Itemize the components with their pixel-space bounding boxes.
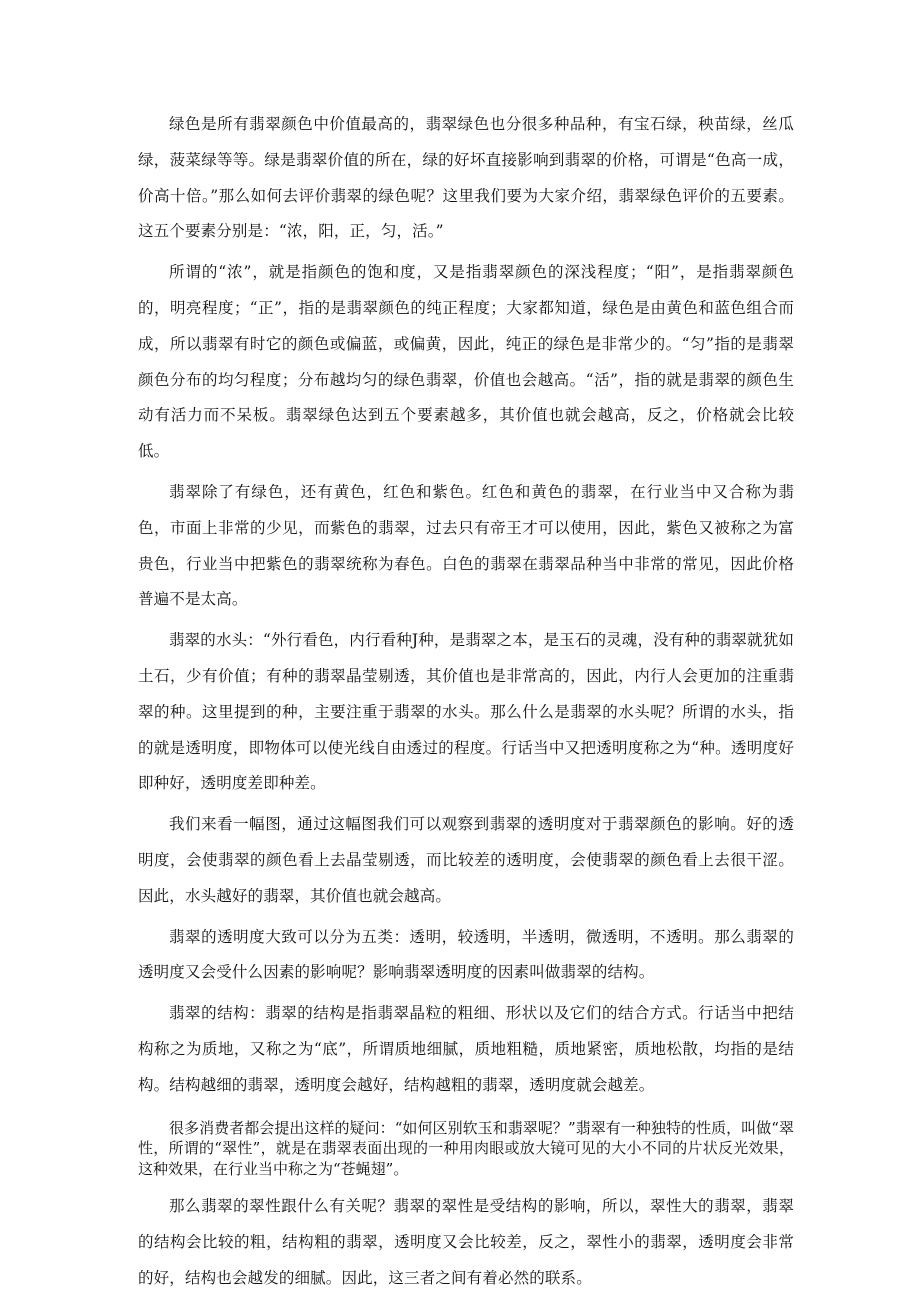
paragraph-five-elements: 所谓的“浓”，就是指颜色的饱和度，又是指翡翠颜色的深浅程度；“阳”，是指翡翠颜色的，明亮程度；“正”，指的是翡翠颜色的纯正程度；大家都知道，绿色是由黄色和蓝色组合而成，所以翡翠有时它的颜色或偏蓝，或偏黄，因此，纯正的绿色是非常少的。“匀”指的是翡翠颜色分布的均匀程度；分布越均匀的绿色翡翠，价值也会越高。“活”，指的就是翡翠的颜色生动有活力而不呆板。翡翠绿色达到五个要素越多，其价值也就会越高，反之，价格就会比较低。 [138,263,794,461]
document-body [138,107,794,1296]
paragraph-cui-xing: 很多消费者都会提出这样的疑问：“如何区别软玉和翡翠呢？”翡翠有一种独特的性质，叫做“翠性，所谓的“翠性”，就是在翡翠表面出现的一种用肉眼或放大镜可见的大小不同的片状反光效果，这种效果，在行业当中称之为“苍蝇翅”。 [138,1118,794,1178]
paragraph-water-head: 翡翠的水头：“外行看色，内行看种J种，是翡翠之本，是玉石的灵魂，没有种的翡翠就犹如土石，少有价值；有种的翡翠晶莹剔透，其价值也是非常高的，因此，内行人会更加的注重翡翠的种。这里提到的种，主要注重于翡翠的水头。那么什么是翡翠的水头呢？所谓的水头，指的就是透明度，即物体可以使光线自由透过的程度。行话当中又把透明度称之为“种。透明度好即种好，透明度差即种差。 [138,631,794,793]
paragraph-green-value: 绿色是所有翡翠颜色中价值最高的，翡翠绿色也分很多种品种，有宝石绿，秧苗绿，丝瓜绿，菠菜绿等等。绿是翡翠价值的所在，绿的好坏直接影响到翡翠的价格，可谓是“色高一成，价高十倍。”那么如何去评价翡翠的绿色呢？这里我们要为大家介绍，翡翠绿色评价的五要素。这五个要素分别是：“浓，阳，正，匀，活。” [138,115,794,241]
paragraph-transparency-classes: 翡翠的透明度大致可以分为五类：透明，较透明，半透明，微透明，不透明。那么翡翠的透明度又会受什么因素的影响呢？影响翡翠透明度的因素叫做翡翠的结构。 [138,927,794,982]
paragraph-conclusion: 那么翡翠的翠性跟什么有关呢？翡翠的翠性是受结构的影响，所以，翠性大的翡翠，翡翠的结构会比较的粗，结构粗的翡翠，透明度又会比较差，反之，翠性小的翡翠，透明度会非常的好，结构也会越发的细腻。因此，这三者之间有着必然的联系。 [138,1197,794,1287]
paragraph-structure: 翡翠的结构：翡翠的结构是指翡翠晶粒的粗细、形状以及它们的结合方式。行话当中把结构称之为质地，又称之为“底”，所谓质地细腻，质地粗糙，质地紧密，质地松散，均指的是结构。结构越细的翡翠，透明度会越好，结构越粗的翡翠，透明度就会越差。 [138,1004,794,1094]
paragraph-other-colors: 翡翠除了有绿色，还有黄色，红色和紫色。红色和黄色的翡翠，在行业当中又合称为翡色，市面上非常的少见，而紫色的翡翠，过去只有帝王才可以使用，因此，紫色又被称之为富贵色，行业当中把紫色的翡翠统称为春色。白色的翡翠在翡翠品种当中非常的常见，因此价格普遍不是太高。 [138,482,794,609]
paragraph-transparency-image: 我们来看一幅图，通过这幅图我们可以观察到翡翠的透明度对于翡翠颜色的影响。好的透明度，会使翡翠的颜色看上去晶莹剔透，而比较差的透明度，会使翡翠的颜色看上去很干涩。因此，水头越好的翡翠，其价值也就会越高。 [138,815,794,905]
